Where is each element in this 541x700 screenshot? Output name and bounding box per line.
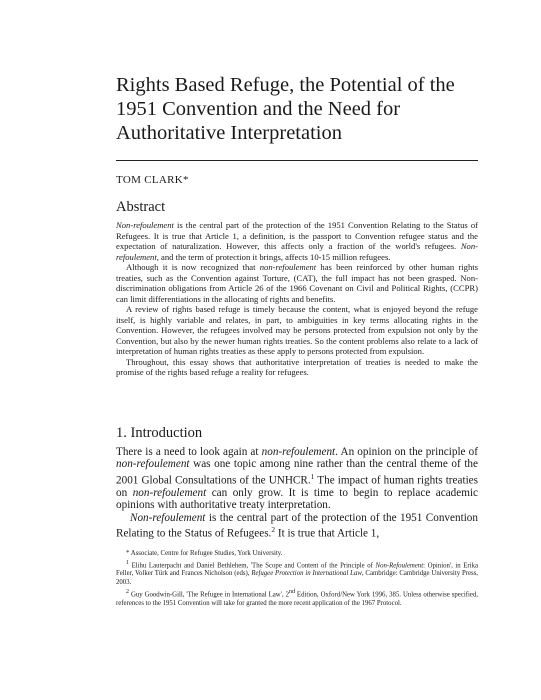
- footnote-ref-2[interactable]: 2: [271, 525, 276, 535]
- abstract-heading: Abstract: [116, 199, 166, 215]
- footnote-1-italic-2: Refugee Protection in International Law: [251, 570, 362, 578]
- intro-p2-italic: Non-refoulement: [130, 511, 206, 524]
- intro-p1-a: There is a need to look again at: [116, 446, 262, 458]
- title-line-2: 1951 Convention and the Need for: [116, 98, 401, 120]
- footnote-1-italic-1: Non-Refoulement: [375, 561, 424, 569]
- intro-p1-c: was one topic among nine rather than the central theme of the 2001 Global Consultations of the UNHCR.: [116, 458, 478, 487]
- intro-paragraph-1: [116, 446, 478, 512]
- title-divider: [116, 160, 478, 161]
- intro-p1-d: The impact of human rights treaties on: [116, 474, 479, 499]
- intro-p1-italic-1: non-refoulement: [261, 446, 336, 458]
- footnote-ref-1[interactable]: 1: [310, 471, 315, 481]
- footnote-2-ordinal: nd: [288, 588, 295, 595]
- abstract-p1-italic-start: Non-refoulement: [116, 220, 174, 230]
- abstract-p2-text-end: has been reinforced by other human rights treaties, such as the Convention against Torture, (CAT), the full impact has not been grasped. Non-discrimination obligations from Article 26 of the 1966 Covenant on Civil and Political Rights, (CCPR) can limit differentiations in the allocating of rights and benefits.: [116, 262, 478, 304]
- abstract-p1-italic-mid: Non-refoulement: [116, 241, 478, 262]
- abstract-p2-italic: non-refoulement: [259, 262, 317, 272]
- abstract-body: [116, 220, 478, 378]
- footnote-1-marker: 1: [126, 559, 129, 566]
- footnote-2-b: Edition, Oxford/New York 1996, 385. Unless otherwise specified, references to the 1951 Convention will take for granted the more recent application of the 1967 Protocol.: [116, 590, 478, 607]
- abstract-paragraph-2: [116, 262, 478, 304]
- intro-p1-italic-3: non-refoulement: [132, 486, 207, 499]
- intro-p2-b: It is true that Article 1,: [275, 527, 380, 540]
- section-heading-introduction: 1. Introduction: [116, 425, 203, 441]
- footnote-2-a: Guy Goodwin-Gill, 'The Refugee in International Law', 2: [129, 590, 289, 598]
- footnote-1-a: Elihu Lauterpacht and Daniel Bethlehem, 'The Scope and Content of the Principle of: [129, 561, 376, 569]
- author-name: TOM CLARK*: [116, 174, 189, 186]
- abstract-paragraph-3: A review of rights based refuge is timely because the content, what is enjoyed beyond the refuge itself, is highly variable and relates, in part, to ambiguities in key terms allocating rights in the Convention. However, the refugees involved may be persons protected from expulsion not only by the Convention, but also by the newer human rights treaties. So the content problems also relate to a lack of interpretation of human rights treaties as these apply to persons protected from expulsion.: [116, 304, 478, 356]
- abstract-p2-text-start: Although it is now recognized that: [126, 262, 260, 272]
- intro-p1-e: can only grow. It is time to begin to replace academic opinions with authoritative treaty interpretation.: [116, 486, 479, 512]
- footnote-1-b: : Opinion', in Erika Feller, Volker Türk and Frances Nicholson (eds),: [116, 561, 478, 578]
- footnote-1: [116, 559, 478, 588]
- footnote-2: [116, 588, 478, 608]
- footnotes: [116, 550, 478, 608]
- paper-title: [116, 73, 476, 145]
- footnote-star: * Associate, Centre for Refugee Studies, York University.: [126, 550, 283, 557]
- intro-p2-a: is the central part of the protection of the 1951 Convention Relating to the Status of Refugees.: [116, 511, 478, 540]
- abstract-paragraph-1: [116, 220, 478, 262]
- introduction-body: [116, 446, 478, 540]
- intro-p1-b: . An opinion on the principle of: [335, 446, 478, 458]
- title-line-3: Authoritative Interpretation: [116, 122, 342, 144]
- intro-p1-italic-2: non-refoulement: [116, 458, 190, 471]
- abstract-paragraph-4: Throughout, this essay shows that authoritative interpretation of treaties is needed to make the promise of the rights based refuge a reality for refugees.: [116, 356, 478, 377]
- title-line-1: Rights Based Refuge, the Potential of the: [116, 74, 455, 96]
- abstract-p1-text: is the central part of the protection of the 1951 Convention Relating to the Status of Refugees. It is true that Article 1, a definition, is the passport to Convention refugee status and the expectation of naturalization. However, this affects only a fraction of the world's refugees.: [116, 220, 478, 251]
- footnote-1-c: , Cambridge: Cambridge University Press, 2003.: [116, 570, 478, 587]
- footnote-2-marker: 2: [126, 588, 129, 595]
- intro-paragraph-2: [116, 512, 478, 541]
- abstract-p1-text-end: , and the term of protection it brings, affects 10-15 million refugees.: [156, 251, 391, 262]
